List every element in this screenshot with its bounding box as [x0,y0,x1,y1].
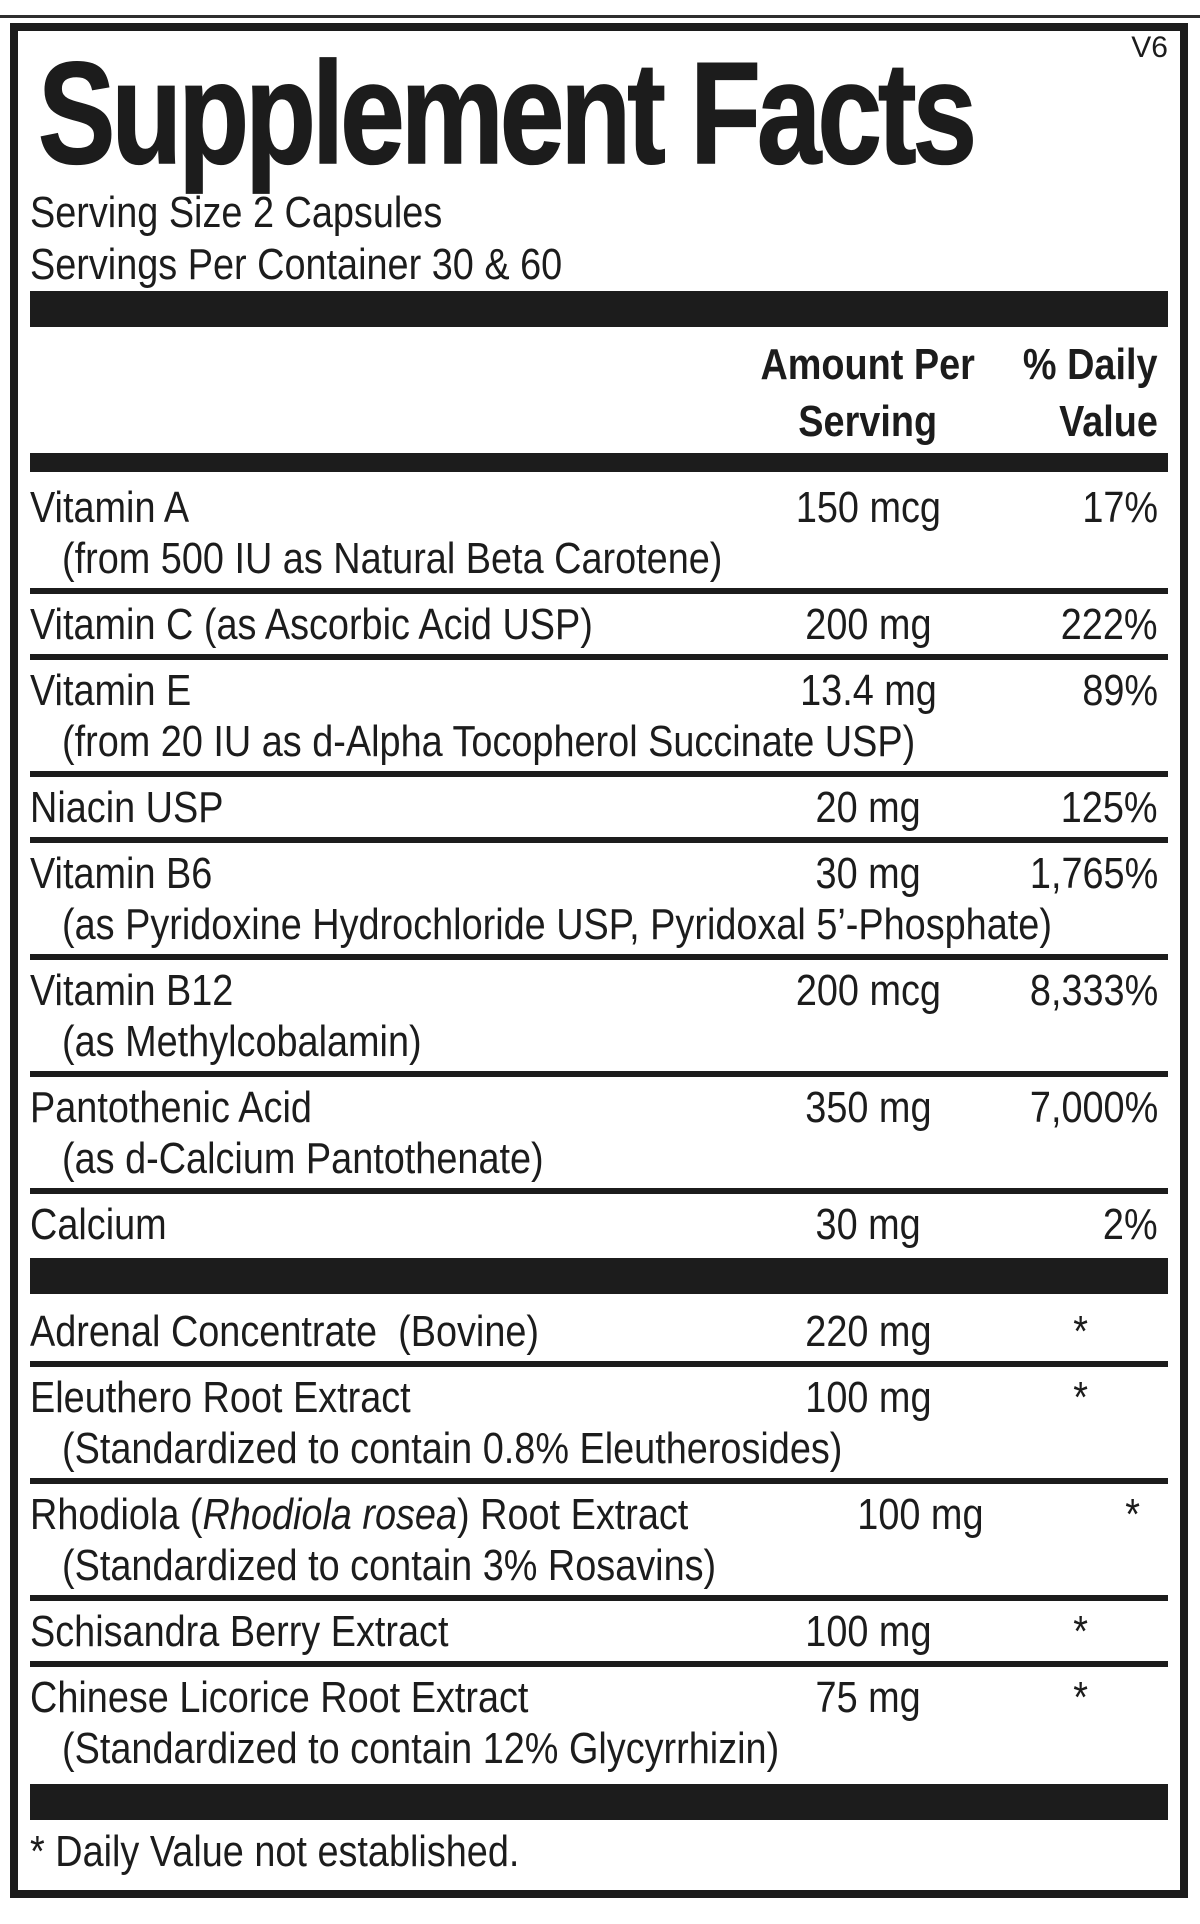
ingredient-amount-text: 20 mg [815,783,921,832]
label-version: V6 [1131,31,1168,64]
ingredient-amount [743,1606,993,1657]
divider-bar-top [30,291,1168,327]
ingredient-dv [993,1372,1168,1423]
table-row-adrenal-concentrate [30,1294,1168,1361]
ingredient-name [30,1082,743,1133]
ingredient-name [30,1672,743,1723]
header-amount-line2 [743,393,993,450]
ingredient-amount-text: 200 mcg [795,966,941,1015]
page-title: Supplement Facts [38,32,974,194]
ingredient-dv-asterisk: * [1073,1373,1088,1422]
ingredient-amount-text: 30 mg [815,1200,921,1249]
ingredient-source-note [30,1540,1188,1591]
ingredient-amount [743,665,993,716]
ingredient-dv [993,1082,1168,1133]
divider-bar-section [30,1258,1168,1294]
table-row-eleuthero [30,1361,1168,1478]
ingredient-name [30,782,743,833]
ingredient-amount-text: 30 mg [815,849,921,898]
header-spacer [30,393,743,450]
table-row-vitamin-e [30,654,1168,771]
ingredient-dv-text: 7,000% [1029,1083,1158,1132]
divider-bar-header [30,453,1168,472]
table-row-rhodiola [30,1478,1168,1595]
ingredient-dv-text: 2% [1103,1200,1158,1249]
ingredient-name [30,965,743,1016]
ingredient-source-note [30,1016,1168,1067]
ingredient-amount-text: 350 mg [804,1083,932,1132]
table-row-vitamin-b12 [30,954,1168,1071]
ingredient-name-text: Schisandra Berry Extract [30,1607,449,1656]
header-spacer [30,336,743,393]
ingredient-amount [743,848,993,899]
ingredient-name-text: Vitamin C (as Ascorbic Acid USP) [30,600,593,649]
title-block [38,32,1168,194]
ingredient-dv-asterisk: * [1125,1490,1141,1539]
daily-value-footnote-text: * Daily Value not established. [30,1827,520,1876]
ingredient-source-note [30,899,1168,950]
ingredient-dv-text: 8,333% [1029,966,1158,1015]
table-row-vitamin-b6 [30,837,1168,954]
ingredient-amount [743,482,993,533]
ingredient-amount [743,1372,993,1423]
ingredient-dv [993,782,1168,833]
ingredient-name-text: Niacin USP [30,783,224,832]
header-amount-text1: Amount Per [760,340,976,389]
servings-per-container-text: Servings Per Container 30 & 60 [30,240,563,289]
ingredient-source-note [30,716,1168,767]
ingredient-source-note [30,1723,1168,1774]
table-row-calcium [30,1188,1168,1254]
serving-size-text: Serving Size 2 Capsules [30,188,443,237]
ingredient-source-text: (from 20 IU as d-Alpha Tocopherol Succinate USP) [62,717,916,766]
ingredient-dv [993,1606,1168,1657]
ingredient-name-text: Vitamin B12 [30,966,234,1015]
ingredient-amount-text: 150 mcg [795,483,941,532]
ingredient-dv-text: 17% [1082,483,1158,532]
ingredient-name [30,599,743,650]
ingredient-dv [993,482,1168,533]
ingredient-name-text: Calcium [30,1200,167,1249]
ingredient-dv [1046,1489,1189,1540]
sheet-cut-line [0,15,1200,18]
ingredient-name-text: Vitamin E [30,666,192,715]
ingredient-dv-text: 222% [1061,600,1158,649]
header-dv-text2: Value [1059,397,1158,446]
ingredient-amount-text: 200 mg [804,600,932,649]
ingredient-name [30,1489,796,1540]
ingredient-dv-asterisk: * [1073,1307,1088,1356]
ingredient-amount-text: 13.4 mg [799,666,937,715]
ingredient-amount [743,965,993,1016]
ingredient-name [30,1199,743,1250]
ingredient-amount [743,1306,993,1357]
ingredient-dv-asterisk: * [1073,1673,1088,1722]
table-row-vitamin-a [30,472,1168,588]
ingredient-source-text: (Standardized to contain 0.8% Eleutherosides) [62,1424,843,1473]
ingredient-dv-text: 125% [1061,783,1158,832]
ingredient-name [30,1306,743,1357]
header-dv-text1: % Daily [1023,340,1158,389]
ingredient-dv [993,1306,1168,1357]
ingredient-source-text: (Standardized to contain 3% Rosavins) [62,1541,717,1590]
ingredient-source-text: (Standardized to contain 12% Glycyrrhizin) [62,1724,780,1773]
ingredient-amount-text: 100 mg [804,1607,932,1656]
ingredient-dv [993,599,1168,650]
ingredient-amount-text: 100 mg [857,1490,984,1539]
table-header [30,327,1168,453]
ingredient-dv [993,665,1168,716]
ingredient-name-text: Eleuthero Root Extract [30,1373,411,1422]
ingredient-source-text: (from 500 IU as Natural Beta Carotene) [62,534,723,583]
ingredient-source-text: (as d-Calcium Pantothenate) [62,1134,544,1183]
ingredient-source-note [30,1133,1168,1184]
ingredient-source-note [30,1423,1168,1474]
table-row-vitamin-c [30,588,1168,654]
ingredient-dv [993,848,1168,899]
ingredient-name [30,665,743,716]
table-row-schisandra [30,1595,1168,1661]
ingredient-name-text: Adrenal Concentrate (Bovine) [30,1307,540,1356]
ingredient-amount-text: 220 mg [804,1307,932,1356]
ingredient-name-text: Rhodiola (Rhodiola rosea) Root Extract [30,1490,689,1539]
table-row-niacin [30,771,1168,837]
ingredient-dv-text: 1,765% [1029,849,1158,898]
header-dv-line1 [993,336,1168,393]
ingredient-name-text: Pantothenic Acid [30,1083,312,1132]
ingredient-amount [743,1082,993,1133]
ingredient-amount [743,1199,993,1250]
ingredient-source-note [30,533,1168,584]
ingredient-dv [993,1672,1168,1723]
ingredient-name-text: Vitamin B6 [30,849,213,898]
ingredient-amount [743,599,993,650]
daily-value-footnote [30,1820,1168,1878]
ingredient-amount [743,1672,993,1723]
ingredient-amount-text: 100 mg [804,1373,932,1422]
table-row-chinese-licorice [30,1661,1168,1778]
ingredient-amount [743,782,993,833]
divider-bar-footnote [30,1784,1168,1820]
ingredient-name [30,1606,743,1657]
ingredient-name-text: Chinese Licorice Root Extract [30,1673,529,1722]
ingredient-dv-text: 89% [1082,666,1158,715]
header-amount-text2: Serving [798,397,938,446]
ingredient-amount-text: 75 mg [815,1673,921,1722]
ingredient-dv [993,965,1168,1016]
ingredient-dv-asterisk: * [1073,1607,1088,1656]
header-amount-line1 [743,336,993,393]
ingredient-name [30,1372,743,1423]
table-row-pantothenic-acid [30,1071,1168,1188]
servings-per-container-line [30,239,1168,291]
ingredient-amount [796,1489,1046,1540]
ingredient-dv [993,1199,1168,1250]
ingredient-name-text: Vitamin A [30,483,190,532]
ingredient-name [30,848,743,899]
header-dv-line2 [993,393,1168,450]
ingredient-source-text: (as Pyridoxine Hydrochloride USP, Pyridoxal 5’-Phosphate) [62,900,1052,949]
supplement-facts-panel [10,23,1188,1898]
ingredient-name [30,482,743,533]
ingredient-source-text: (as Methylcobalamin) [62,1017,422,1066]
